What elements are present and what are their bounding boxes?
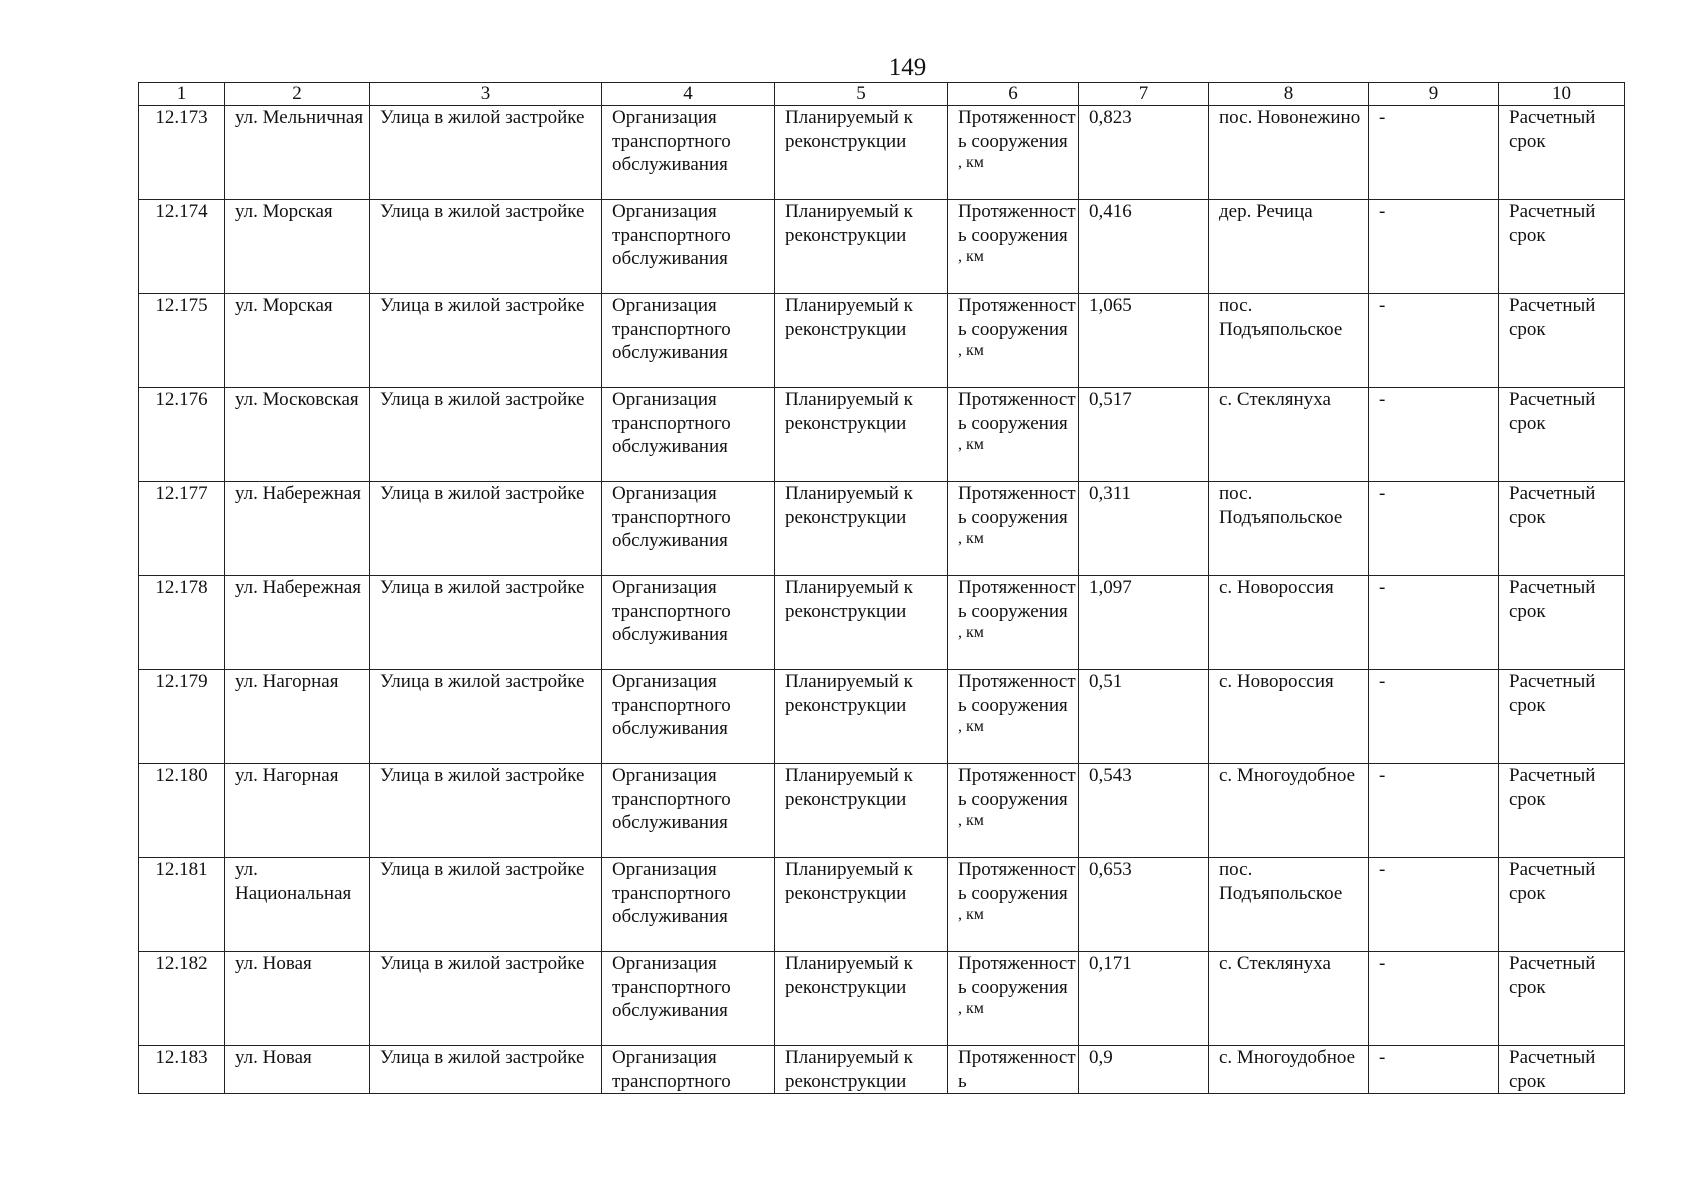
col9-value-cell xyxy=(1369,106,1499,200)
row-id-cell xyxy=(139,764,225,858)
measure-name: Протяженность xyxy=(958,1047,1076,1092)
measure-name-cell xyxy=(948,858,1079,952)
street-name: ул. Нагорная xyxy=(235,671,339,692)
measure-name-cell xyxy=(948,294,1079,388)
row-id: 12.181 xyxy=(155,859,208,880)
object-status: Планируемый к реконструкции xyxy=(785,577,913,622)
object-status-cell xyxy=(775,670,948,764)
object-purpose: Организация транспортного обслуживания xyxy=(612,483,731,551)
object-status: Планируемый к реконструкции xyxy=(785,953,913,998)
measure-value-cell xyxy=(1079,294,1209,388)
implementation-term-cell xyxy=(1499,952,1625,1046)
table-row xyxy=(139,764,1625,858)
street-name-cell xyxy=(225,106,370,200)
object-status-cell xyxy=(775,482,948,576)
object-status-cell xyxy=(775,106,948,200)
measure-value: 1,097 xyxy=(1089,577,1132,598)
street-name: ул. Национальная xyxy=(235,859,352,904)
measure-value-cell xyxy=(1079,952,1209,1046)
street-name: ул. Мельничная xyxy=(235,107,364,128)
col9-value-cell xyxy=(1369,388,1499,482)
location-cell xyxy=(1209,200,1369,294)
row-id-cell xyxy=(139,670,225,764)
location-cell xyxy=(1209,858,1369,952)
object-purpose-cell xyxy=(602,106,775,200)
object-purpose: Организация транспортного обслуживания xyxy=(612,671,731,739)
measure-value-cell xyxy=(1079,106,1209,200)
measure-unit: , км xyxy=(958,342,984,359)
measure-name: Протяженность сооружения xyxy=(958,389,1076,434)
implementation-term: Расчетный срок xyxy=(1509,765,1596,810)
street-name: ул. Морская xyxy=(235,295,333,316)
location-cell xyxy=(1209,482,1369,576)
table-row xyxy=(139,952,1625,1046)
object-status: Планируемый к реконструкции xyxy=(785,483,913,528)
implementation-term-cell xyxy=(1499,576,1625,670)
column-header-4: 4 xyxy=(602,83,775,106)
measure-unit: , км xyxy=(958,624,984,641)
measure-unit: , км xyxy=(958,812,984,829)
measure-value: 0,171 xyxy=(1089,953,1132,974)
street-name-cell xyxy=(225,576,370,670)
location-cell xyxy=(1209,388,1369,482)
location: с. Стеклянуха xyxy=(1219,389,1331,410)
object-type-cell xyxy=(370,388,602,482)
location-cell xyxy=(1209,294,1369,388)
measure-value-cell xyxy=(1079,388,1209,482)
object-type: Улица в жилой застройке xyxy=(380,295,585,316)
object-type: Улица в жилой застройке xyxy=(380,671,585,692)
measure-name: Протяженность сооружения xyxy=(958,765,1076,810)
object-type: Улица в жилой застройке xyxy=(380,1047,585,1068)
location: пос. Подъяпольское xyxy=(1219,295,1343,340)
column-header-8: 8 xyxy=(1209,83,1369,106)
page-number: 149 xyxy=(888,54,927,81)
implementation-term: Расчетный срок xyxy=(1509,953,1596,998)
table-row xyxy=(139,388,1625,482)
location-cell xyxy=(1209,576,1369,670)
implementation-term: Расчетный срок xyxy=(1509,295,1596,340)
header-row xyxy=(139,83,1625,106)
object-type: Улица в жилой застройке xyxy=(380,765,585,786)
col9-value: - xyxy=(1379,765,1386,786)
row-id: 12.178 xyxy=(155,577,208,598)
col9-value-cell xyxy=(1369,576,1499,670)
measure-value: 0,416 xyxy=(1089,201,1132,222)
measure-unit: , км xyxy=(958,718,984,735)
measure-name: Протяженность сооружения xyxy=(958,201,1076,246)
col9-value-cell xyxy=(1369,764,1499,858)
object-type: Улица в жилой застройке xyxy=(380,483,585,504)
row-id: 12.174 xyxy=(155,201,208,222)
implementation-term-cell xyxy=(1499,200,1625,294)
row-id-cell xyxy=(139,294,225,388)
col9-value: - xyxy=(1379,1047,1386,1068)
location: с. Стеклянуха xyxy=(1219,953,1331,974)
location-cell xyxy=(1209,670,1369,764)
column-header-6: 6 xyxy=(948,83,1079,106)
measure-name-cell xyxy=(948,106,1079,200)
object-purpose-cell xyxy=(602,200,775,294)
object-purpose-cell xyxy=(602,670,775,764)
street-name: ул. Морская xyxy=(235,201,333,222)
object-type-cell xyxy=(370,764,602,858)
object-type-cell xyxy=(370,1046,602,1094)
object-status: Планируемый к реконструкции xyxy=(785,671,913,716)
object-type: Улица в жилой застройке xyxy=(380,577,585,598)
measure-unit: , км xyxy=(958,906,984,923)
measure-name-cell xyxy=(948,1046,1079,1094)
object-purpose: Организация транспортного обслуживания xyxy=(612,295,731,363)
street-name-cell xyxy=(225,1046,370,1094)
street-name: ул. Московская xyxy=(235,389,359,410)
row-id: 12.183 xyxy=(155,1047,208,1068)
object-status: Планируемый к реконструкции xyxy=(785,765,913,810)
object-type: Улица в жилой застройке xyxy=(380,201,585,222)
location: с. Новороссия xyxy=(1219,671,1334,692)
measure-value-cell xyxy=(1079,670,1209,764)
object-type-cell xyxy=(370,576,602,670)
row-id: 12.179 xyxy=(155,671,208,692)
row-id-cell xyxy=(139,482,225,576)
object-purpose: Организация транспортного обслуживания xyxy=(612,107,731,175)
object-purpose: Организация транспортного xyxy=(612,1047,731,1092)
col9-value-cell xyxy=(1369,858,1499,952)
col9-value: - xyxy=(1379,295,1386,316)
implementation-term-cell xyxy=(1499,764,1625,858)
measure-name-cell xyxy=(948,576,1079,670)
row-id-cell xyxy=(139,388,225,482)
object-status-cell xyxy=(775,1046,948,1094)
street-name: ул. Нагорная xyxy=(235,765,339,786)
col9-value-cell xyxy=(1369,670,1499,764)
object-status: Планируемый к реконструкции xyxy=(785,295,913,340)
object-type-cell xyxy=(370,670,602,764)
measure-name: Протяженность сооружения xyxy=(958,953,1076,998)
object-status: Планируемый к реконструкции xyxy=(785,859,913,904)
object-status: Планируемый к реконструкции xyxy=(785,389,913,434)
object-purpose-cell xyxy=(602,482,775,576)
col9-value: - xyxy=(1379,953,1386,974)
row-id-cell xyxy=(139,576,225,670)
object-purpose-cell xyxy=(602,576,775,670)
street-name: ул. Новая xyxy=(235,953,312,974)
measure-value-cell xyxy=(1079,482,1209,576)
street-name-cell xyxy=(225,952,370,1046)
object-purpose-cell xyxy=(602,294,775,388)
object-type-cell xyxy=(370,200,602,294)
implementation-term: Расчетный срок xyxy=(1509,671,1596,716)
implementation-term: Расчетный срок xyxy=(1509,577,1596,622)
street-name-cell xyxy=(225,294,370,388)
location: с. Многоудобное xyxy=(1219,1047,1356,1068)
col9-value: - xyxy=(1379,389,1386,410)
row-id-cell xyxy=(139,106,225,200)
location: пос. Подъяпольское xyxy=(1219,483,1343,528)
street-name-cell xyxy=(225,764,370,858)
measure-name: Протяженность сооружения xyxy=(958,107,1076,152)
location: пос. Подъяпольское xyxy=(1219,859,1343,904)
measure-name: Протяженность сооружения xyxy=(958,671,1076,716)
measure-value: 0,9 xyxy=(1089,1047,1113,1068)
measure-value: 1,065 xyxy=(1089,295,1132,316)
column-header-10: 10 xyxy=(1499,83,1625,106)
table-row xyxy=(139,576,1625,670)
row-id-cell xyxy=(139,200,225,294)
object-type-cell xyxy=(370,106,602,200)
measure-value: 0,543 xyxy=(1089,765,1132,786)
col9-value: - xyxy=(1379,107,1386,128)
street-name: ул. Новая xyxy=(235,1047,312,1068)
column-header-1: 1 xyxy=(139,83,225,106)
measure-value-cell xyxy=(1079,576,1209,670)
object-status-cell xyxy=(775,764,948,858)
object-purpose: Организация транспортного обслуживания xyxy=(612,953,731,1021)
location: пос. Новонежино xyxy=(1219,107,1361,128)
implementation-term: Расчетный срок xyxy=(1509,859,1596,904)
object-purpose-cell xyxy=(602,858,775,952)
measure-value-cell xyxy=(1079,764,1209,858)
column-header-9: 9 xyxy=(1369,83,1499,106)
measure-unit: , км xyxy=(958,154,984,171)
object-status-cell xyxy=(775,294,948,388)
object-type: Улица в жилой застройке xyxy=(380,953,585,974)
implementation-term: Расчетный срок xyxy=(1509,483,1596,528)
row-id: 12.176 xyxy=(155,389,208,410)
measure-name-cell xyxy=(948,952,1079,1046)
implementation-term-cell xyxy=(1499,388,1625,482)
object-purpose: Организация транспортного обслуживания xyxy=(612,389,731,457)
measure-name: Протяженность сооружения xyxy=(958,295,1076,340)
implementation-term-cell xyxy=(1499,670,1625,764)
object-type-cell xyxy=(370,482,602,576)
column-header-7: 7 xyxy=(1079,83,1209,106)
location-cell xyxy=(1209,764,1369,858)
column-header-5: 5 xyxy=(775,83,948,106)
implementation-term-cell xyxy=(1499,858,1625,952)
col9-value: - xyxy=(1379,201,1386,222)
street-name: ул. Набережная xyxy=(235,577,362,598)
col9-value: - xyxy=(1379,859,1386,880)
object-status-cell xyxy=(775,858,948,952)
street-name: ул. Набережная xyxy=(235,483,362,504)
object-type-cell xyxy=(370,952,602,1046)
object-status: Планируемый к реконструкции xyxy=(785,107,913,152)
measure-name-cell xyxy=(948,388,1079,482)
implementation-term-cell xyxy=(1499,294,1625,388)
row-id: 12.175 xyxy=(155,295,208,316)
measure-unit: , км xyxy=(958,530,984,547)
row-id: 12.180 xyxy=(155,765,208,786)
object-type-cell xyxy=(370,294,602,388)
object-status-cell xyxy=(775,576,948,670)
object-status: Планируемый к реконструкции xyxy=(785,1047,913,1092)
street-name-cell xyxy=(225,858,370,952)
measure-value-cell xyxy=(1079,200,1209,294)
measure-value-cell xyxy=(1079,858,1209,952)
street-name-cell xyxy=(225,200,370,294)
col9-value-cell xyxy=(1369,482,1499,576)
column-header-3: 3 xyxy=(370,83,602,106)
location-cell xyxy=(1209,1046,1369,1094)
measure-unit: , км xyxy=(958,436,984,453)
implementation-term: Расчетный срок xyxy=(1509,389,1596,434)
table-row xyxy=(139,482,1625,576)
measure-value: 0,311 xyxy=(1089,483,1132,504)
object-status-cell xyxy=(775,200,948,294)
col9-value: - xyxy=(1379,577,1386,598)
col9-value-cell xyxy=(1369,1046,1499,1094)
table-row xyxy=(139,670,1625,764)
location-cell xyxy=(1209,106,1369,200)
measure-unit: , км xyxy=(958,1000,984,1017)
measure-name: Протяженность сооружения xyxy=(958,483,1076,528)
row-id-cell xyxy=(139,1046,225,1094)
location: дер. Речица xyxy=(1219,201,1313,222)
measure-name: Протяженность сооружения xyxy=(958,577,1076,622)
implementation-term: Расчетный срок xyxy=(1509,1047,1596,1092)
street-name-cell xyxy=(225,670,370,764)
street-name-cell xyxy=(225,388,370,482)
table-row xyxy=(139,858,1625,952)
col9-value: - xyxy=(1379,671,1386,692)
location-cell xyxy=(1209,952,1369,1046)
measure-value: 0,653 xyxy=(1089,859,1132,880)
object-status-cell xyxy=(775,388,948,482)
object-purpose: Организация транспортного обслуживания xyxy=(612,577,731,645)
object-purpose: Организация транспортного обслуживания xyxy=(612,201,731,269)
measure-name-cell xyxy=(948,764,1079,858)
table-row xyxy=(139,294,1625,388)
object-purpose-cell xyxy=(602,764,775,858)
row-id: 12.182 xyxy=(155,953,208,974)
measure-value: 0,517 xyxy=(1089,389,1132,410)
object-purpose: Организация транспортного обслуживания xyxy=(612,765,731,833)
object-type-cell xyxy=(370,858,602,952)
row-id-cell xyxy=(139,952,225,1046)
implementation-term-cell xyxy=(1499,1046,1625,1094)
row-id: 12.173 xyxy=(155,107,208,128)
table-body xyxy=(139,106,1625,1094)
row-id-cell xyxy=(139,858,225,952)
object-type: Улица в жилой застройке xyxy=(380,859,585,880)
location: с. Многоудобное xyxy=(1219,765,1356,786)
measure-unit: , км xyxy=(958,248,984,265)
measure-name-cell xyxy=(948,200,1079,294)
object-status: Планируемый к реконструкции xyxy=(785,201,913,246)
location: с. Новороссия xyxy=(1219,577,1334,598)
measure-name: Протяженность сооружения xyxy=(958,859,1076,904)
row-id: 12.177 xyxy=(155,483,208,504)
object-type: Улица в жилой застройке xyxy=(380,107,585,128)
implementation-term-cell xyxy=(1499,106,1625,200)
implementation-term-cell xyxy=(1499,482,1625,576)
measure-name-cell xyxy=(948,670,1079,764)
object-type: Улица в жилой застройке xyxy=(380,389,585,410)
measure-name-cell xyxy=(948,482,1079,576)
object-status-cell xyxy=(775,952,948,1046)
street-name-cell xyxy=(225,482,370,576)
implementation-term: Расчетный срок xyxy=(1509,107,1596,152)
col9-value: - xyxy=(1379,483,1386,504)
measure-value: 0,51 xyxy=(1089,671,1123,692)
object-purpose: Организация транспортного обслуживания xyxy=(612,859,731,927)
registry-table xyxy=(138,82,1625,1094)
col9-value-cell xyxy=(1369,294,1499,388)
column-header-2: 2 xyxy=(225,83,370,106)
table-row xyxy=(139,1046,1625,1094)
measure-value-cell xyxy=(1079,1046,1209,1094)
object-purpose-cell xyxy=(602,952,775,1046)
implementation-term: Расчетный срок xyxy=(1509,201,1596,246)
table-row xyxy=(139,200,1625,294)
table-row xyxy=(139,106,1625,200)
col9-value-cell xyxy=(1369,200,1499,294)
measure-value: 0,823 xyxy=(1089,107,1132,128)
col9-value-cell xyxy=(1369,952,1499,1046)
object-purpose-cell xyxy=(602,1046,775,1094)
object-purpose-cell xyxy=(602,388,775,482)
